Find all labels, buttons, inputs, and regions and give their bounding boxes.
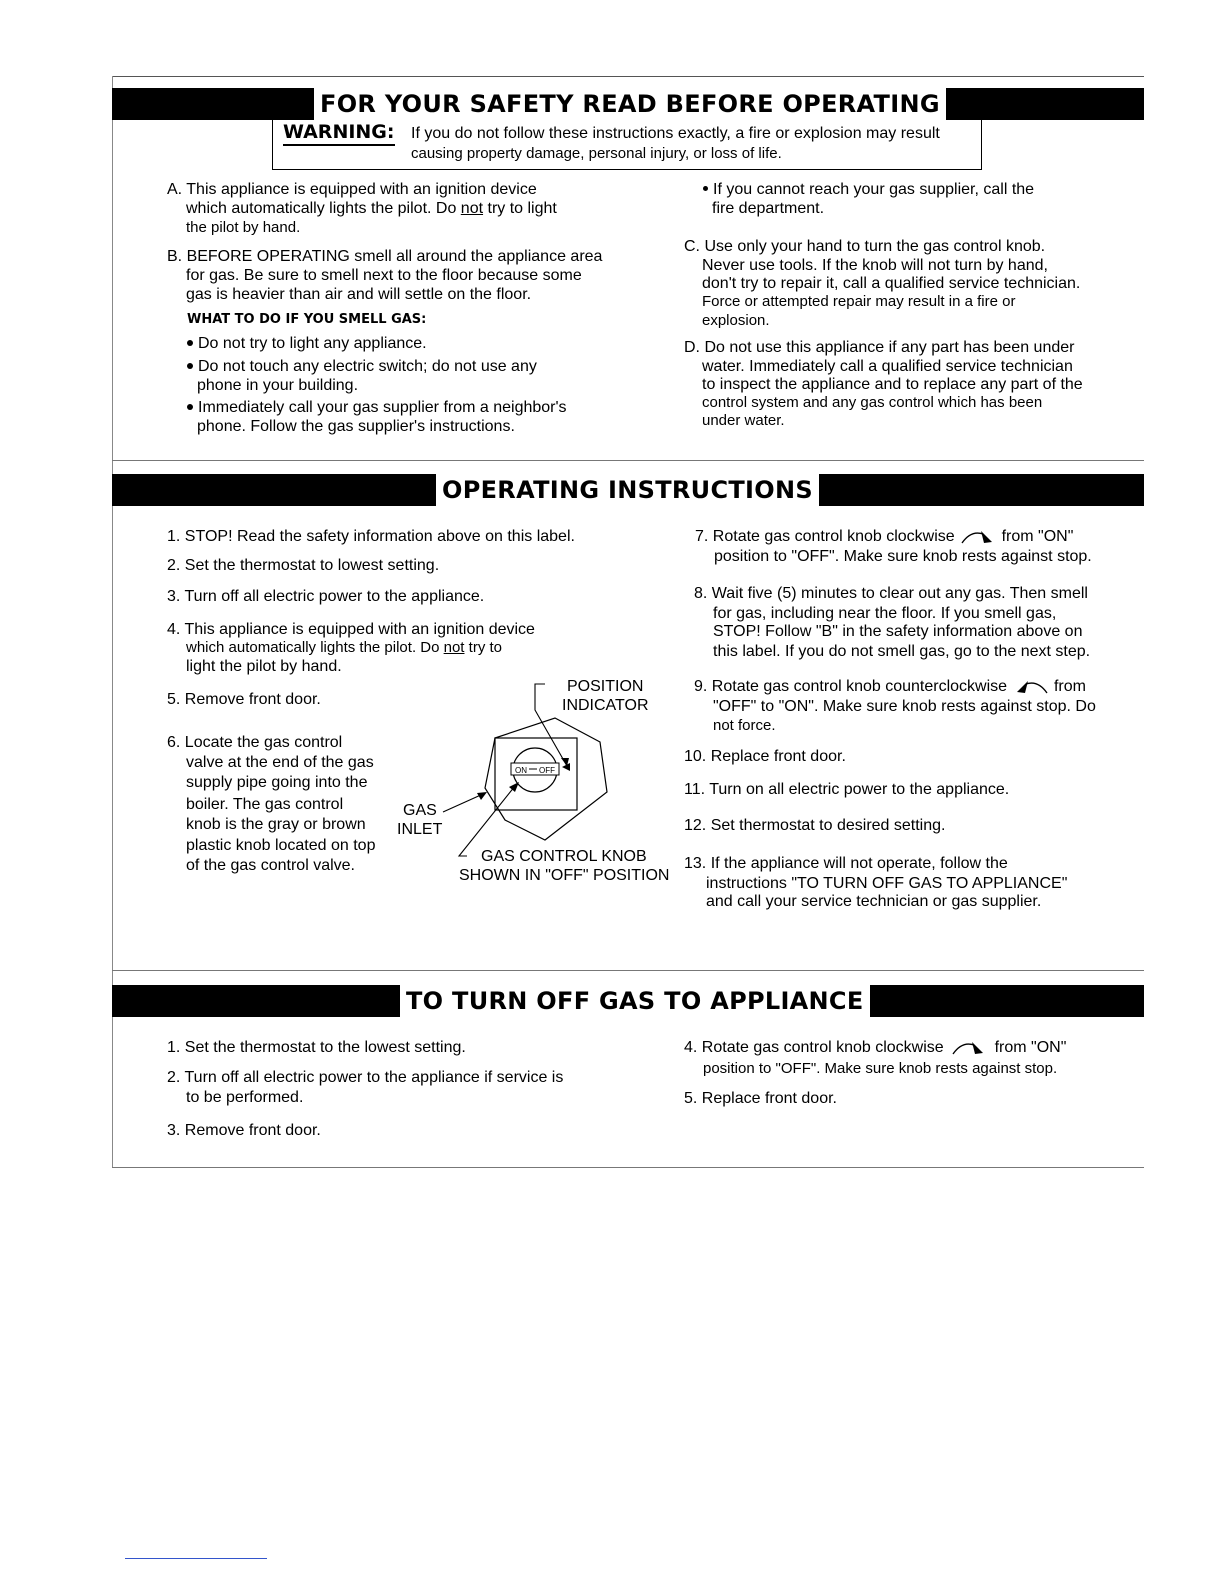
safety-header-bar [112, 88, 1144, 120]
op-step-13-line2: instructions "TO TURN OFF GAS TO APPLIANCE" [706, 875, 1068, 892]
off-step-2-line1: 2. Turn off all electric power to the appliance if service is [167, 1069, 564, 1086]
safety-c-line2: Never use tools. If the knob will not turn by hand, [702, 257, 1048, 274]
safety-d-line4: control system and any gas control which has been [702, 394, 1043, 411]
op-step-6-line7: of the gas control valve. [186, 857, 355, 874]
off-step-2-line2: to be performed. [186, 1089, 304, 1106]
op-step-9-line3: not force. [713, 717, 776, 734]
position-label-1: POSITION [567, 678, 644, 695]
safety-bullet-3-cont: phone. Follow the gas supplier's instructions. [197, 418, 515, 435]
safety-d-line5: under water. [702, 412, 785, 429]
op-step-6-line3: supply pipe going into the [186, 774, 368, 791]
safety-title: FOR YOUR SAFETY READ BEFORE OPERATING [314, 88, 946, 120]
safety-b-line1: B. BEFORE OPERATING smell all around the appliance area [167, 248, 603, 265]
safety-a-line1: A. This appliance is equipped with an ignition device [167, 181, 537, 198]
op-step-5: 5. Remove front door. [167, 691, 321, 708]
counterclockwise-arrow-icon [1012, 678, 1050, 696]
safety-bullet-1: Do not try to light any appliance. [187, 334, 427, 353]
safety-bullet-4-cont: fire department. [712, 200, 825, 217]
clockwise-arrow-icon [948, 1039, 990, 1057]
op-step-4-line1: 4. This appliance is equipped with an ignition device [167, 621, 535, 638]
safety-bullet-4: If you cannot reach your gas supplier, call the [703, 180, 1034, 199]
op-step-9-line1: 9. Rotate gas control knob counterclockwise from [694, 678, 1086, 695]
op-step-4-line2: which automatically lights the pilot. Do not try to [186, 639, 502, 656]
op-step-7-line1: 7. Rotate gas control knob clockwise from "ON" [695, 528, 1074, 545]
safety-a-line3: the pilot by hand. [186, 219, 301, 236]
safety-bullet-2: Do not touch any electric switch; do not use any [187, 357, 537, 376]
safety-bullet-2-cont: phone in your building. [197, 377, 359, 394]
top-rule [112, 76, 1144, 77]
bottom-rule [112, 1167, 1144, 1168]
safety-c-line5: explosion. [702, 312, 770, 329]
safety-d-line2: water. Immediately call a qualified service technician [702, 358, 1073, 375]
safety-a-line2: which automatically lights the pilot. Do not try to light [186, 200, 557, 217]
op-step-1: 1. STOP! Read the safety information above on this label. [167, 528, 575, 545]
operating-header-bar [112, 474, 1144, 506]
knob-label-1: GAS CONTROL KNOB [481, 848, 647, 865]
turnoff-title: TO TURN OFF GAS TO APPLIANCE [400, 985, 870, 1017]
op-step-13-line3: and call your service technician or gas supplier. [706, 893, 1042, 910]
op-step-8-line3: STOP! Follow "B" in the safety information above on [713, 623, 1083, 640]
warning-line-2: causing property damage, personal injury, or loss of life. [411, 145, 782, 162]
off-step-4-line1: 4. Rotate gas control knob clockwise from "ON" [684, 1039, 1067, 1056]
section-divider-1 [112, 460, 1144, 461]
section-divider-2 [112, 970, 1144, 971]
op-step-6-line1: 6. Locate the gas control [167, 734, 343, 751]
warning-box [272, 120, 982, 170]
op-step-4-line3: light the pilot by hand. [186, 658, 342, 675]
valve-body-outline [485, 718, 607, 840]
op-step-12: 12. Set thermostat to desired setting. [684, 817, 946, 834]
op-step-8-line4: this label. If you do not smell gas, go to the next step. [713, 643, 1091, 660]
bullet-icon [187, 340, 193, 346]
bullet-icon [187, 404, 193, 410]
bullet-icon [703, 186, 708, 191]
gas-valve-diagram [395, 670, 680, 895]
page-footer-link-underline [125, 1558, 267, 1559]
safety-b-line3: gas is heavier than air and will settle on the floor. [186, 286, 532, 303]
op-step-8-line1: 8. Wait five (5) minutes to clear out any gas. Then smell [694, 585, 1088, 602]
safety-d-line3: to inspect the appliance and to replace any part of the [702, 376, 1083, 393]
op-step-9-line2: "OFF" to "ON". Make sure knob rests against stop. Do [713, 698, 1096, 715]
off-step-3: 3. Remove front door. [167, 1122, 321, 1139]
knob-on-text: ON [515, 766, 527, 775]
off-step-4-line2: position to "OFF". Make sure knob rests against stop. [703, 1060, 1058, 1077]
op-step-10: 10. Replace front door. [684, 748, 846, 765]
op-step-6-line6: plastic knob located on top [186, 837, 376, 854]
warning-line-1: If you do not follow these instructions exactly, a fire or explosion may result [411, 125, 940, 142]
safety-c-line3: don't try to repair it, call a qualified service technician. [702, 275, 1081, 292]
clockwise-arrow-icon [959, 528, 997, 546]
safety-c-line1: C. Use only your hand to turn the gas control knob. [684, 238, 1046, 255]
safety-b-line2: for gas. Be sure to smell next to the floor because some [186, 267, 582, 284]
knob-label-2: SHOWN IN "OFF" POSITION [459, 867, 670, 884]
op-step-11: 11. Turn on all electric power to the appliance. [684, 781, 1010, 798]
warning-label: WARNING: [283, 120, 395, 146]
op-step-2: 2. Set the thermostat to lowest setting. [167, 557, 440, 574]
op-step-6-line2: valve at the end of the gas [186, 754, 374, 771]
off-step-5: 5. Replace front door. [684, 1090, 837, 1107]
position-label-2: INDICATOR [562, 697, 649, 714]
operating-title: OPERATING INSTRUCTIONS [436, 474, 819, 506]
knob-leader-arrowhead [509, 782, 519, 792]
what-to-do-heading: WHAT TO DO IF YOU SMELL GAS: [187, 312, 427, 327]
safety-c-line4: Force or attempted repair may result in a fire or [702, 293, 1016, 310]
turnoff-header-bar [112, 985, 1144, 1017]
op-step-7-line2: position to "OFF". Make sure knob rests against stop. [714, 548, 1092, 565]
op-step-13-line1: 13. If the appliance will not operate, follow the [684, 855, 1008, 872]
gas-inlet-label-1: GAS [403, 802, 437, 819]
gas-inlet-label-2: INLET [397, 821, 443, 838]
gas-inlet-leader [443, 794, 483, 812]
knob-off-text: OFF [539, 766, 555, 775]
safety-bullet-3: Immediately call your gas supplier from a neighbor's [187, 398, 567, 417]
op-step-6-line5: knob is the gray or brown [186, 816, 366, 833]
off-step-1: 1. Set the thermostat to the lowest setting. [167, 1039, 466, 1056]
op-step-8-line2: for gas, including near the floor. If you smell gas, [713, 605, 1057, 622]
bullet-icon [187, 363, 193, 369]
op-step-3: 3. Turn off all electric power to the appliance. [167, 588, 485, 605]
op-step-6-line4: boiler. The gas control [186, 796, 344, 813]
safety-d-line1: D. Do not use this appliance if any part has been under [684, 339, 1075, 356]
